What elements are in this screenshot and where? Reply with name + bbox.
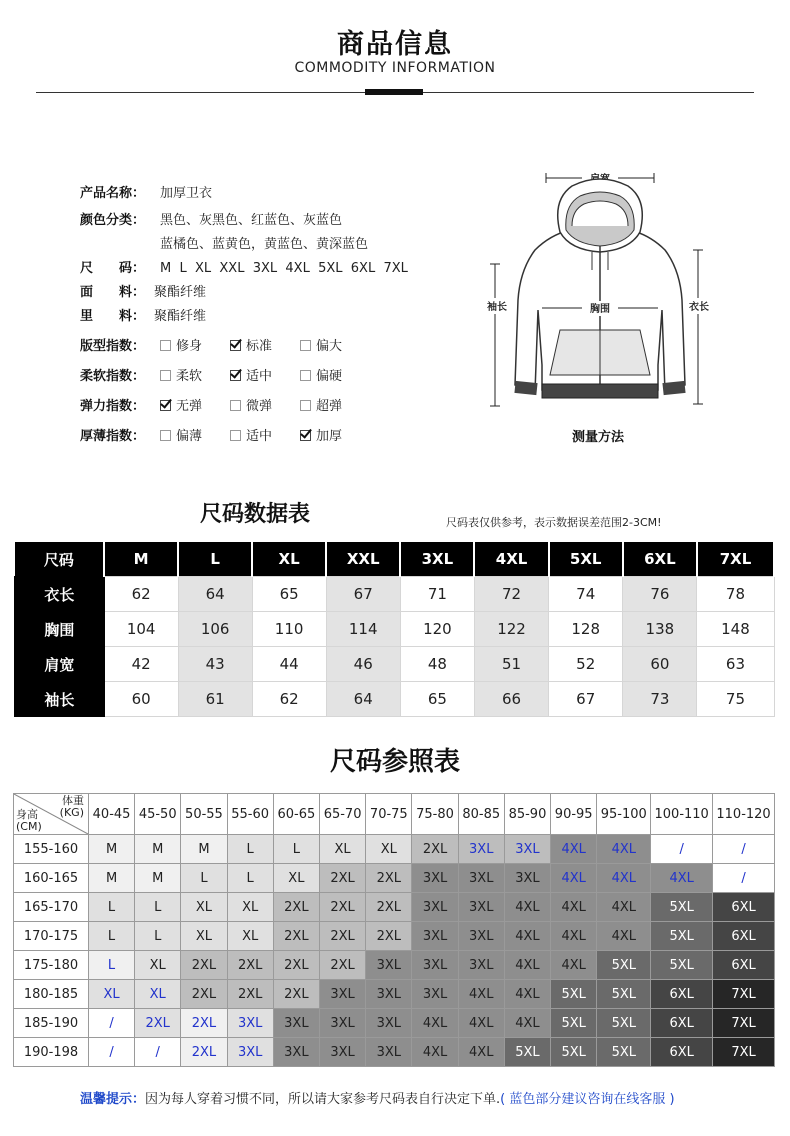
size-suggestion-cell: 4XL [458,1009,504,1038]
size-suggestion-cell: 4XL [458,1038,504,1067]
size-suggestion-cell: XL [181,893,227,922]
size-suggestion-cell: XL [227,922,273,951]
size-data-row [15,577,775,612]
size-table-note: 尺码表仅供参考，表示数据误差范围2-3CM! [446,516,662,529]
size-suggestion-cell: 6XL [651,1038,713,1067]
header-accent-bar [365,89,423,95]
info-color-row2 [160,235,368,255]
info-size-row [80,259,408,279]
index-option-text: 偏薄 [176,429,203,444]
size-suggestion-cell: 6XL [713,893,775,922]
size-suggestion-cell: 2XL [319,893,365,922]
size-suggestion-cell: 3XL [458,835,504,864]
checked-box-icon [160,400,171,411]
index-option-text: 加厚 [316,429,343,444]
size-suggestion-cell: XL [135,951,181,980]
size-suggestion-cell: 2XL [319,864,365,893]
size-suggestion-cell: 3XL [273,1009,319,1038]
corner-height-label: 身高 (CM) [16,808,42,833]
size-value-cell: 62 [252,682,326,717]
size-suggestion-cell: L [89,893,135,922]
size-header-row [15,542,775,577]
height-cell: 170-175 [14,922,89,951]
weight-header-cell: 70-75 [366,794,412,835]
size-suggestion-cell: 4XL [504,1009,550,1038]
size-suggestion-cell: 4XL [504,951,550,980]
size-suggestion-cell: XL [135,980,181,1009]
height-cell: 185-190 [14,1009,89,1038]
size-row-label: 肩宽 [15,647,105,682]
size-value-cell: 72 [474,577,548,612]
size-suggestion-cell: 5XL [597,951,651,980]
size-suggestion-cell: 3XL [319,1009,365,1038]
size-suggestion-cell: 4XL [458,980,504,1009]
size-suggestion-cell: 5XL [504,1038,550,1067]
weight-header-cell: 65-70 [319,794,365,835]
index-option-text: 偏大 [316,339,343,354]
size-suggestion-cell: 3XL [412,951,458,980]
unchecked-box-icon [230,430,241,441]
size-suggestion-cell: 4XL [412,1009,458,1038]
size-value-cell: 61 [178,682,252,717]
info-lining-value: 聚酯纤维 [154,309,207,324]
size-value-cell: 62 [104,577,178,612]
index-option-text: 微弹 [246,399,273,414]
index-row-thickness [80,427,370,447]
index-option [300,337,370,357]
size-reference-table [13,793,775,1067]
size-value-cell: 67 [549,682,623,717]
size-value-cell: 76 [623,577,697,612]
size-suggestion-cell: 6XL [713,951,775,980]
size-suggestion-cell: 5XL [597,1038,651,1067]
size-suggestion-cell: 5XL [651,893,713,922]
height-cell: 155-160 [14,835,89,864]
info-name-label: 产品名称： [80,186,146,201]
size-value-cell: 51 [474,647,548,682]
size-suggestion-cell: 3XL [227,1038,273,1067]
size-header-cell: L [178,542,252,577]
index-option [230,397,300,417]
unchecked-box-icon [300,340,311,351]
info-size-label: 尺 码： [80,261,146,276]
index-option-text: 适中 [246,369,273,384]
length-label: 衣长 [689,302,709,313]
info-lining-label: 里 料： [80,309,146,324]
size-value-cell: 78 [697,577,774,612]
size-suggestion-cell: / [713,864,775,893]
size-suggestion-cell: 2XL [181,980,227,1009]
size-value-cell: 52 [549,647,623,682]
size-header-cell: 6XL [623,542,697,577]
weight-header-cell: 60-65 [273,794,319,835]
size-header-cell: XXL [326,542,400,577]
size-value-cell: 44 [252,647,326,682]
ref-row [14,1009,775,1038]
size-value-cell: 122 [474,612,548,647]
size-suggestion-cell: 4XL [551,864,597,893]
size-suggestion-cell: 4XL [551,922,597,951]
index-option-text: 适中 [246,429,273,444]
size-value-cell: 71 [400,577,474,612]
weight-header-cell: 80-85 [458,794,504,835]
index-option-text: 修身 [176,339,203,354]
index-option [230,427,300,447]
weight-header-cell: 40-45 [89,794,135,835]
size-suggestion-cell: 4XL [597,835,651,864]
size-suggestion-cell: 4XL [651,864,713,893]
size-value-cell: 138 [623,612,697,647]
size-suggestion-cell: 3XL [366,1038,412,1067]
size-suggestion-cell: 3XL [458,893,504,922]
size-suggestion-cell: 6XL [651,980,713,1009]
unchecked-box-icon [300,370,311,381]
size-suggestion-cell: 4XL [597,893,651,922]
size-row-label: 衣长 [15,577,105,612]
info-fabric-value: 聚酯纤维 [154,285,207,300]
size-value-cell: 120 [400,612,474,647]
chest-label: 胸围 [590,304,610,315]
size-suggestion-cell: / [651,835,713,864]
weight-header-cell: 45-50 [135,794,181,835]
unchecked-box-icon [160,370,171,381]
size-suggestion-cell: XL [366,835,412,864]
size-row-label: 袖长 [15,682,105,717]
size-suggestion-cell: L [89,922,135,951]
size-value-cell: 64 [326,682,400,717]
size-suggestion-cell: 3XL [412,980,458,1009]
index-option [300,397,370,417]
ref-row [14,922,775,951]
height-cell: 165-170 [14,893,89,922]
info-color-row [80,211,342,231]
hoodie-measurement-diagram [480,160,740,450]
size-suggestion-cell: 3XL [366,980,412,1009]
height-cell: 160-165 [14,864,89,893]
size-suggestion-cell: 2XL [366,922,412,951]
size-suggestion-cell: 3XL [458,922,504,951]
size-suggestion-cell: L [135,922,181,951]
size-suggestion-cell: 4XL [597,864,651,893]
size-suggestion-cell: 5XL [551,1009,597,1038]
size-suggestion-cell: M [181,835,227,864]
size-suggestion-cell: 3XL [504,835,550,864]
size-suggestion-cell: 4XL [597,922,651,951]
height-cell: 175-180 [14,951,89,980]
size-value-cell: 74 [549,577,623,612]
index-label: 厚薄指数： [80,429,146,444]
size-suggestion-cell: 2XL [273,980,319,1009]
index-option-text: 无弹 [176,399,203,414]
size-suggestion-cell: XL [89,980,135,1009]
size-suggestion-cell: 6XL [713,922,775,951]
ref-row [14,1038,775,1067]
size-value-cell: 42 [104,647,178,682]
size-data-table [14,542,775,717]
size-row-label: 胸围 [15,612,105,647]
size-value-cell: 73 [623,682,697,717]
index-row-softness [80,367,370,387]
index-option [160,427,230,447]
tip-text: 因为每人穿着习惯不同，所以请大家参考尺码表自行决定下单. [145,1092,501,1107]
size-value-cell: 65 [252,577,326,612]
size-header-cell: M [104,542,178,577]
size-value-cell: 110 [252,612,326,647]
ref-row [14,835,775,864]
weight-header-cell: 75-80 [412,794,458,835]
size-value-cell: 64 [178,577,252,612]
size-value-cell: 43 [178,647,252,682]
size-suggestion-cell: 6XL [651,1009,713,1038]
info-fabric-row [80,283,206,303]
size-suggestion-cell: 2XL [366,893,412,922]
size-suggestion-cell: M [89,864,135,893]
size-value-cell: 75 [697,682,774,717]
size-suggestion-cell: 4XL [504,922,550,951]
weight-header-cell: 85-90 [504,794,550,835]
size-value-cell: 114 [326,612,400,647]
info-color-line2: 蓝橘色、蓝黄色，黄蓝色、黄深蓝色 [160,237,369,252]
size-value-cell: 66 [474,682,548,717]
size-suggestion-cell: 2XL [319,922,365,951]
size-suggestion-cell: / [135,1038,181,1067]
size-suggestion-cell: 2XL [181,1038,227,1067]
weight-header-cell: 55-60 [227,794,273,835]
page-title: 商品信息 [337,29,453,60]
ref-row [14,893,775,922]
size-value-cell: 128 [549,612,623,647]
size-suggestion-cell: L [181,864,227,893]
size-header-cell: 3XL [400,542,474,577]
size-header-cell: 尺码 [15,542,105,577]
size-suggestion-cell: 3XL [412,922,458,951]
ref-row [14,951,775,980]
size-suggestion-cell: 3XL [366,951,412,980]
size-suggestion-cell: 5XL [651,922,713,951]
size-header-cell: 5XL [549,542,623,577]
size-suggestion-cell: 2XL [273,893,319,922]
tip-label: 温馨提示： [80,1092,146,1107]
info-fabric-label: 面 料： [80,285,146,300]
index-option [230,337,300,357]
info-color-label: 颜色分类： [80,213,146,228]
info-lining-row [80,307,206,327]
checked-box-icon [230,340,241,351]
size-value-cell: 46 [326,647,400,682]
index-option [300,427,370,447]
size-suggestion-cell: 3XL [458,951,504,980]
size-suggestion-cell: 2XL [366,864,412,893]
size-suggestion-cell: XL [227,893,273,922]
size-header-cell: 4XL [474,542,548,577]
size-data-row [15,647,775,682]
size-suggestion-cell: XL [319,835,365,864]
size-suggestion-cell: 2XL [181,951,227,980]
size-suggestion-cell: 2XL [319,951,365,980]
info-name-row [80,184,212,204]
size-suggestion-cell: L [273,835,319,864]
size-value-cell: 148 [697,612,774,647]
size-suggestion-cell: 3XL [458,864,504,893]
size-suggestion-cell: XL [273,864,319,893]
size-table-title: 尺码数据表 [199,502,310,527]
size-suggestion-cell: 4XL [551,835,597,864]
tip-blue-note: ( 蓝色部分建议咨询在线客服 ) [500,1092,675,1107]
info-color-line1: 黑色、灰黑色、红蓝色、灰蓝色 [160,213,343,228]
index-option-text: 偏硬 [316,369,343,384]
tip-line [80,1088,675,1107]
corner-weight-label: 体重 (KG) [59,794,84,819]
ref-row [14,980,775,1009]
index-label: 版型指数： [80,339,146,354]
index-option [160,337,230,357]
size-suggestion-cell: 4XL [551,951,597,980]
size-suggestion-cell: / [89,1009,135,1038]
size-suggestion-cell: L [89,951,135,980]
index-option-text: 超弹 [316,399,343,414]
ref-row [14,864,775,893]
size-suggestion-cell: / [713,835,775,864]
height-cell: 180-185 [14,980,89,1009]
size-suggestion-cell: L [227,864,273,893]
size-suggestion-cell: 3XL [227,1009,273,1038]
size-suggestion-cell: 2XL [135,1009,181,1038]
size-suggestion-cell: 7XL [713,1009,775,1038]
size-suggestion-cell: 5XL [551,1038,597,1067]
size-suggestion-cell: 2XL [227,951,273,980]
size-suggestion-cell: 2XL [227,980,273,1009]
ref-table-title: 尺码参照表 [329,747,460,777]
size-suggestion-cell: 4XL [504,980,550,1009]
index-option [160,367,230,387]
checked-box-icon [300,430,311,441]
size-value-cell: 48 [400,647,474,682]
info-name-value: 加厚卫衣 [160,186,213,201]
size-suggestion-cell: 2XL [273,951,319,980]
weight-header-cell: 50-55 [181,794,227,835]
size-suggestion-cell: 5XL [597,1009,651,1038]
size-suggestion-cell: 7XL [713,1038,775,1067]
size-value-cell: 63 [697,647,774,682]
size-suggestion-cell: L [135,893,181,922]
size-suggestion-cell: 2XL [181,1009,227,1038]
height-cell: 190-198 [14,1038,89,1067]
size-suggestion-cell: 3XL [504,864,550,893]
size-suggestion-cell: 3XL [366,1009,412,1038]
page-subtitle: COMMODITY INFORMATION [294,60,496,76]
index-option [300,367,370,387]
index-label: 柔软指数： [80,369,146,384]
size-suggestion-cell: 4XL [551,893,597,922]
size-data-row [15,682,775,717]
checked-box-icon [230,370,241,381]
size-suggestion-cell: 3XL [319,1038,365,1067]
index-label: 弹力指数： [80,399,146,414]
weight-header-cell: 110-120 [713,794,775,835]
weight-header-cell: 90-95 [551,794,597,835]
ref-corner-cell [14,794,89,835]
unchecked-box-icon [160,340,171,351]
ref-header-row [14,794,775,835]
unchecked-box-icon [230,400,241,411]
index-option [160,397,230,417]
size-value-cell: 67 [326,577,400,612]
index-row-elasticity [80,397,370,417]
size-header-cell: XL [252,542,326,577]
size-suggestion-cell: XL [181,922,227,951]
size-suggestion-cell: 4XL [412,1038,458,1067]
size-suggestion-cell: 4XL [504,893,550,922]
index-option-text: 柔软 [176,369,203,384]
unchecked-box-icon [160,430,171,441]
size-suggestion-cell: 5XL [651,951,713,980]
index-option-text: 标准 [246,339,273,354]
weight-header-cell: 95-100 [597,794,651,835]
size-value-cell: 60 [104,682,178,717]
size-suggestion-cell: / [89,1038,135,1067]
size-suggestion-cell: 7XL [713,980,775,1009]
size-suggestion-cell: 2XL [412,835,458,864]
size-suggestion-cell: 5XL [551,980,597,1009]
size-suggestion-cell: 3XL [412,864,458,893]
size-value-cell: 104 [104,612,178,647]
size-header-cell: 7XL [697,542,774,577]
sleeve-label: 袖长 [487,302,507,313]
size-suggestion-cell: 3XL [412,893,458,922]
size-value-cell: 65 [400,682,474,717]
size-suggestion-cell: M [135,835,181,864]
size-suggestion-cell: M [89,835,135,864]
size-value-cell: 60 [623,647,697,682]
size-value-cell: 106 [178,612,252,647]
size-suggestion-cell: 2XL [273,922,319,951]
diagram-caption: 测量方法 [571,430,625,445]
size-data-row [15,612,775,647]
info-size-value: M L XL XXL 3XL 4XL 5XL 6XL 7XL [160,261,408,276]
size-suggestion-cell: 5XL [597,980,651,1009]
size-suggestion-cell: M [135,864,181,893]
index-row-fit [80,337,370,357]
size-suggestion-cell: 3XL [273,1038,319,1067]
unchecked-box-icon [300,400,311,411]
size-suggestion-cell: 3XL [319,980,365,1009]
index-option [230,367,300,387]
weight-header-cell: 100-110 [651,794,713,835]
size-suggestion-cell: L [227,835,273,864]
